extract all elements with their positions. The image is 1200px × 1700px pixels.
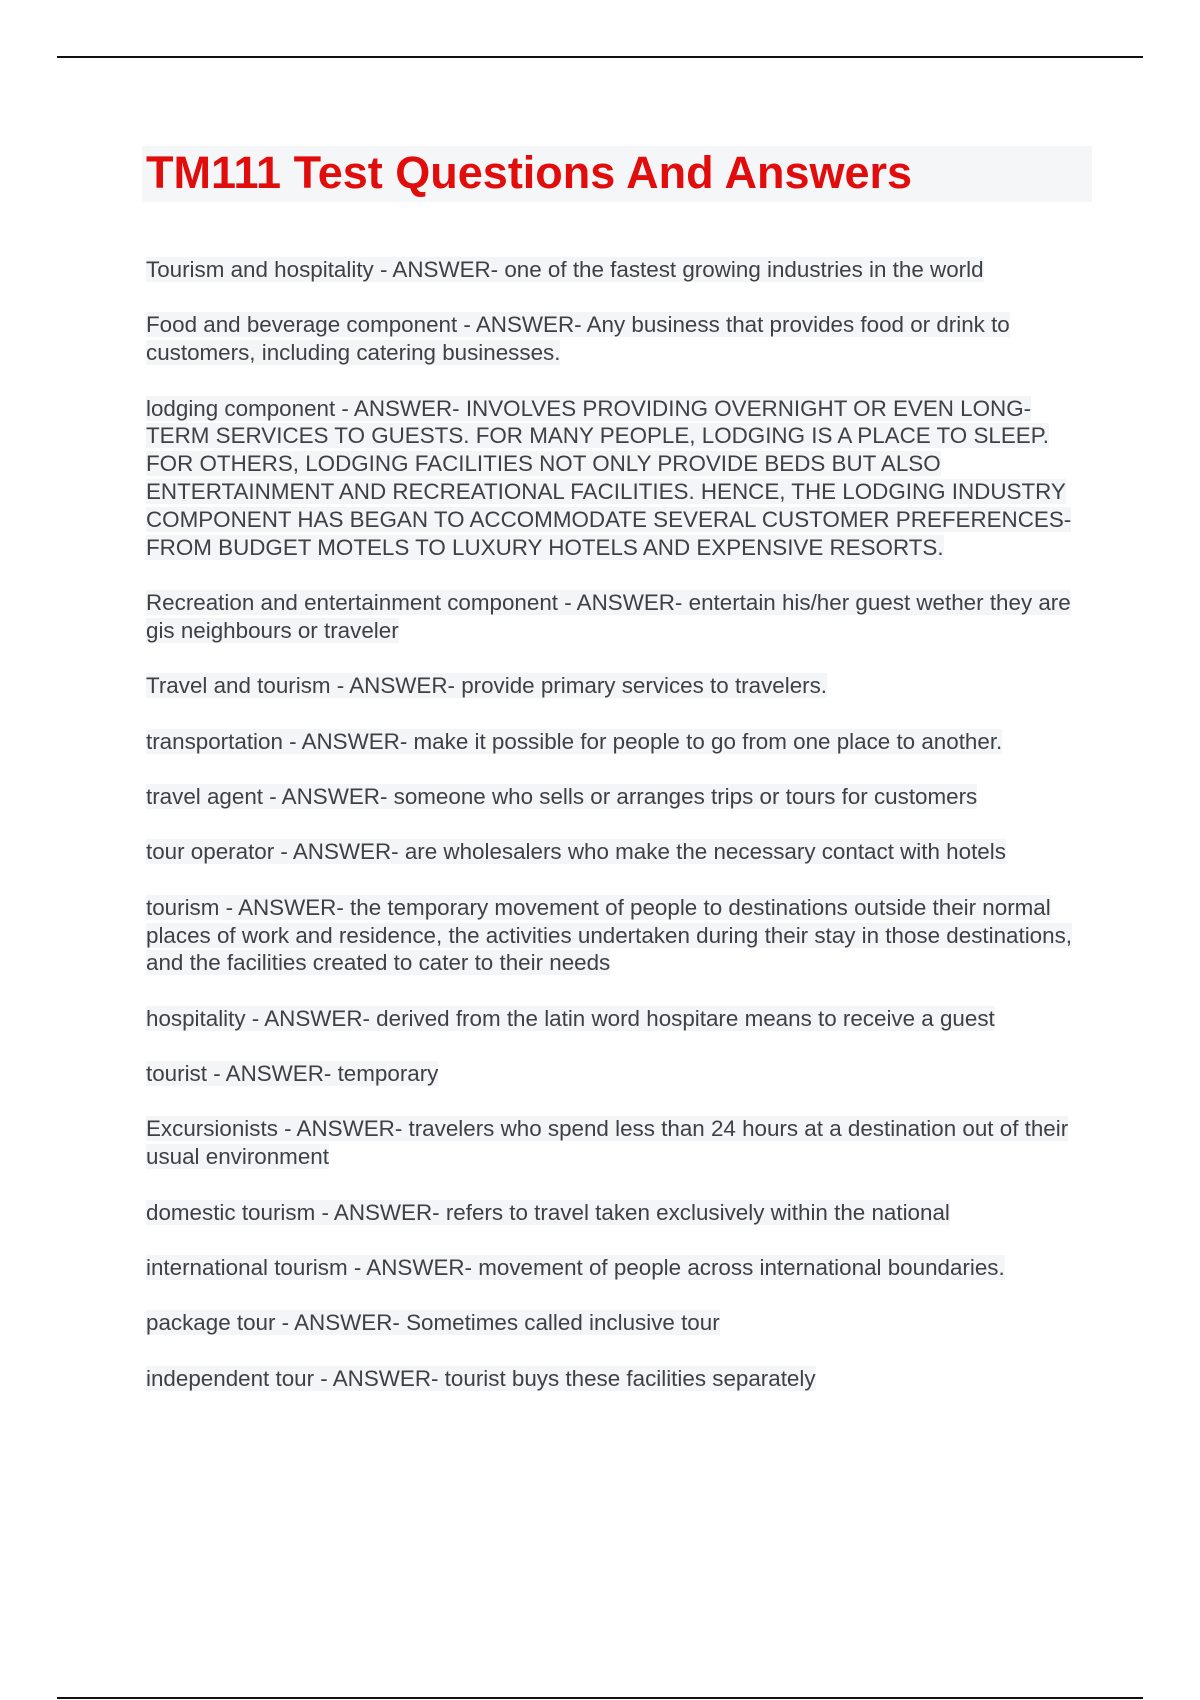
- qa-entry: [146, 589, 1086, 645]
- qa-text: transportation - ANSWER- make it possible for people to go from one place to another.: [146, 728, 1003, 754]
- qa-text: tourism - ANSWER- the temporary movement of people to destinations outside their normal places of work and residence, the activities undertaken during their stay in those destinations, and the facilities created to cater to their needs: [146, 894, 1073, 976]
- qa-entry: [146, 1254, 1086, 1282]
- qa-entry: [146, 1309, 1086, 1337]
- qa-entry: [146, 838, 1086, 866]
- qa-text: Excursionists - ANSWER- travelers who spend less than 24 hours at a destination out of their usual environment: [146, 1116, 1069, 1170]
- qa-text: Tourism and hospitality - ANSWER- one of the fastest growing industries in the world: [146, 257, 984, 282]
- qa-text: lodging component - ANSWER- INVOLVES PROVIDING OVERNIGHT OR EVEN LONG-TERM SERVICES TO GUESTS. FOR MANY PEOPLE, LODGING IS A PLACE TO SLEEP. FOR OTHERS, LODGING FACILITIES NOT ONLY PROVIDE BEDS BUT ALSO ENTERTAINMENT AND RECREATIONAL FACILITIES. HENCE, THE LODGING INDUSTRY COMPONENT HAS BEGAN TO ACCOMMODATE SEVERAL CUSTOMER PREFERENCES- FROM BUDGET MOTELS TO LUXURY HOTELS AND EXPENSIVE RESORTS.: [146, 395, 1072, 560]
- qa-text: hospitality - ANSWER- derived from the latin word hospitare means to receive a guest: [146, 1005, 995, 1031]
- qa-entry: [146, 1115, 1086, 1171]
- qa-entry: [146, 1060, 1086, 1088]
- qa-entry: [146, 783, 1086, 811]
- qa-entry: [146, 256, 1086, 284]
- qa-entry: [146, 894, 1086, 977]
- qa-text: independent tour - ANSWER- tourist buys these facilities separately: [146, 1365, 816, 1391]
- qa-entry: [146, 672, 1086, 700]
- qa-entry: [146, 1005, 1086, 1033]
- qa-entry: [146, 311, 1086, 367]
- qa-text: tourist - ANSWER- temporary: [146, 1061, 439, 1087]
- qa-text: Food and beverage component - ANSWER- Any business that provides food or drink to customers, including catering businesses.: [146, 312, 1010, 366]
- qa-entry: [146, 1365, 1086, 1393]
- qa-entry: [146, 1199, 1086, 1227]
- qa-entry: [146, 728, 1086, 756]
- qa-text: Recreation and entertainment component - ANSWER- entertain his/her guest wether they are gis neighbours or traveler: [146, 589, 1071, 643]
- qa-text: domestic tourism - ANSWER- refers to travel taken exclusively within the national: [146, 1199, 950, 1225]
- qa-entry: [146, 395, 1086, 562]
- qa-text: Travel and tourism - ANSWER- provide primary services to travelers.: [146, 673, 828, 699]
- top-rule: [57, 56, 1143, 58]
- qa-text: package tour - ANSWER- Sometimes called inclusive tour: [146, 1310, 720, 1336]
- document-title: TM111 Test Questions And Answers: [146, 147, 913, 198]
- qa-text: tour operator - ANSWER- are wholesalers who make the necessary contact with hotels: [146, 839, 1006, 865]
- qa-text: travel agent - ANSWER- someone who sells or arranges trips or tours for customers: [146, 783, 978, 809]
- bottom-rule: [57, 1697, 1143, 1699]
- qa-list: [146, 256, 1086, 1420]
- qa-text: international tourism - ANSWER- movement of people across international boundaries.: [146, 1255, 1005, 1281]
